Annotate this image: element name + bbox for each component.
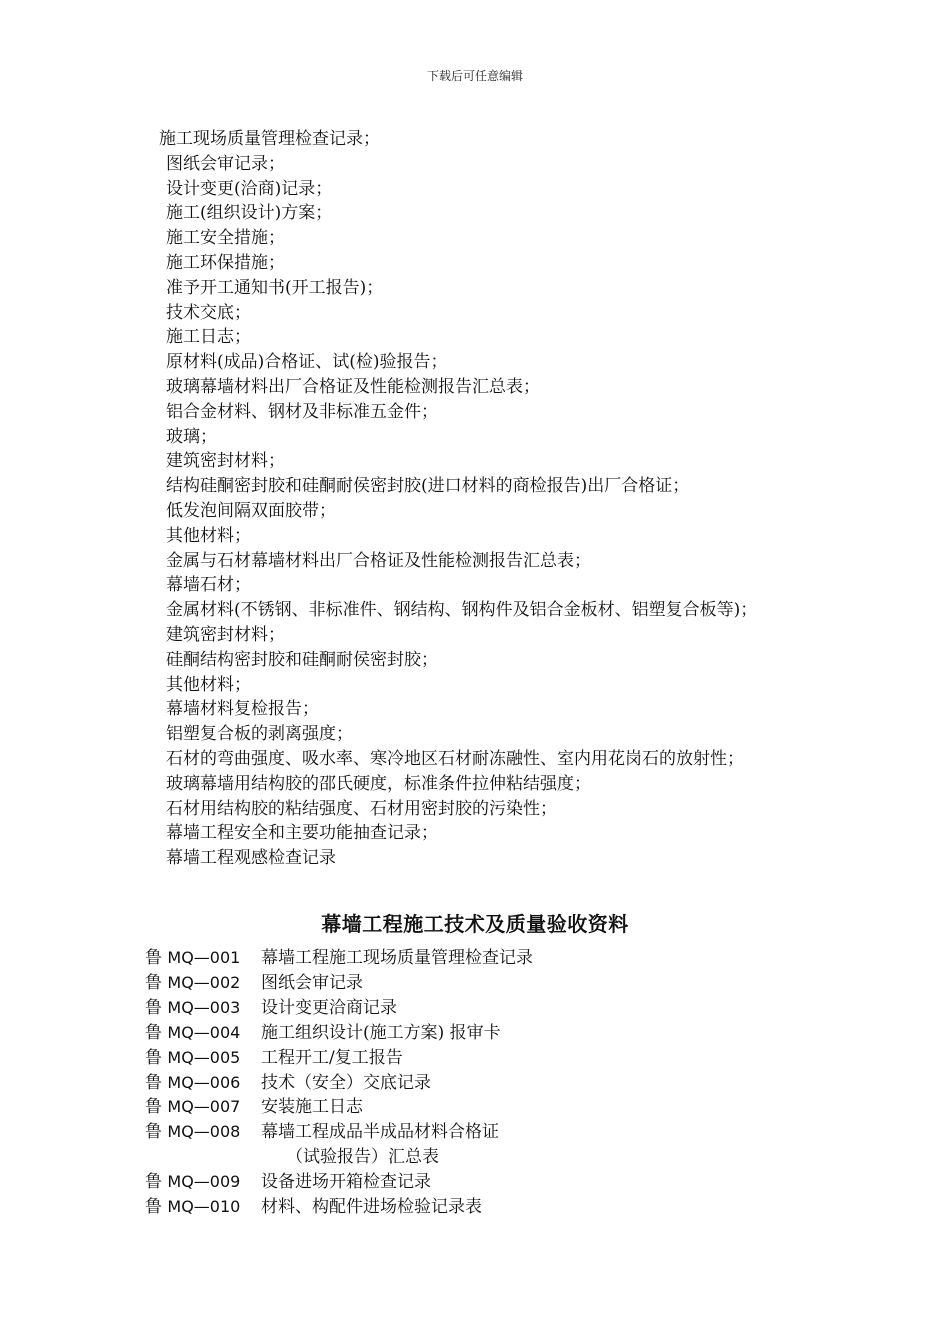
- form-code: 鲁 MQ—005: [145, 1047, 241, 1068]
- form-code: 鲁 MQ—002: [145, 972, 241, 993]
- form-title: 工程开工/复工报告: [261, 1047, 403, 1068]
- code-row: [145, 1120, 825, 1145]
- list-item: 金属材料(不锈钢、非标准件、钢结构、钢构件及铝合金板材、铝塑复合板等)；: [166, 600, 758, 621]
- list-item: 结构硅酮密封胶和硅酮耐侯密封胶(进口材料的商检报告)出厂合格证；: [166, 476, 690, 497]
- form-title: 施工组织设计(施工方案) 报审卡: [261, 1022, 501, 1043]
- form-title: 幕墙工程施工现场质量管理检查记录: [261, 948, 533, 968]
- page-header: 下载后可任意编辑: [426, 69, 523, 83]
- list-item: 低发泡间隔双面胶带；: [166, 500, 336, 521]
- code-row: [145, 996, 825, 1021]
- list-item: 其他材料；: [166, 525, 251, 546]
- code-row: [145, 1021, 825, 1046]
- list-item: 技术交底；: [166, 302, 251, 323]
- list-item: 幕墙工程观感检查记录: [166, 848, 336, 869]
- form-title: 幕墙工程成品半成品材料合格证: [261, 1122, 499, 1143]
- form-code: 鲁 MQ—009: [145, 1172, 241, 1193]
- form-title: 材料、构配件进场检验记录表: [261, 1197, 482, 1218]
- list-item: 施工现场质量管理检查记录；: [159, 129, 380, 149]
- list-item: 其他材料；: [166, 674, 251, 695]
- list-item: 施工环保措施；: [166, 252, 285, 273]
- form-title: 技术（安全）交底记录: [261, 1072, 431, 1093]
- list-item: 幕墙材料复检报告；: [166, 699, 319, 720]
- list-item: 铝合金材料、钢材及非标准五金件；: [166, 401, 438, 422]
- list-item: 原材料(成品)合格证、试(检)验报告；: [166, 352, 448, 373]
- form-code: 鲁 MQ—008: [145, 1122, 241, 1143]
- form-code: 鲁 MQ—006: [145, 1072, 241, 1093]
- list-item: 幕墙石材；: [166, 575, 251, 596]
- code-row: [145, 971, 825, 996]
- list-item: 设计变更(洽商)记录；: [166, 178, 333, 199]
- code-row: [145, 946, 825, 971]
- list-item: 石材的弯曲强度、吸水率、寒冷地区石材耐冻融性、室内用花岗石的放射性；: [166, 748, 744, 769]
- list-item: 玻璃；: [166, 426, 217, 447]
- code-row: [145, 1071, 825, 1096]
- list-item: 玻璃幕墙用结构胶的邵氏硬度，标准条件拉伸粘结强度；: [166, 773, 591, 794]
- list-item: 施工(组织设计)方案；: [166, 203, 333, 224]
- form-title: 图纸会审记录: [261, 972, 363, 993]
- form-title: 设计变更洽商记录: [261, 997, 397, 1018]
- list-item: 施工安全措施；: [166, 228, 285, 249]
- list-item: 石材用结构胶的粘结强度、石材用密封胶的污染性；: [166, 798, 557, 819]
- form-title: 安装施工日志: [261, 1097, 363, 1118]
- list-item: 施工日志；: [166, 327, 251, 348]
- list-item: 硅酮结构密封胶和硅酮耐侯密封胶；: [166, 649, 438, 670]
- code-row: [145, 1195, 825, 1220]
- list-item: 建筑密封材料；: [166, 451, 285, 472]
- section-title: 幕墙工程施工技术及质量验收资料: [321, 912, 629, 936]
- form-code: 鲁 MQ—007: [145, 1097, 241, 1118]
- form-code: 鲁 MQ—010: [145, 1197, 241, 1218]
- form-code: 鲁 MQ—001: [145, 948, 241, 968]
- list-item: 建筑密封材料；: [166, 624, 285, 645]
- code-row: [145, 1095, 825, 1120]
- form-code-list: [145, 946, 825, 1220]
- list-item: 金属与石材幕墙材料出厂合格证及性能检测报告汇总表；: [166, 550, 591, 571]
- form-title: 设备进场开箱检查记录: [261, 1172, 431, 1193]
- code-row: [145, 1046, 825, 1071]
- list-item: 图纸会审记录；: [166, 153, 285, 174]
- form-title-continuation: （试验报告）汇总表: [286, 1147, 439, 1168]
- form-code: 鲁 MQ—004: [145, 1022, 241, 1043]
- code-row: [145, 1170, 825, 1195]
- list-item: 准予开工通知书(开工报告)；: [166, 277, 384, 298]
- list-item: 玻璃幕墙材料出厂合格证及性能检测报告汇总表；: [166, 376, 540, 397]
- form-code: 鲁 MQ—003: [145, 997, 241, 1018]
- list-item: 幕墙工程安全和主要功能抽查记录；: [166, 823, 438, 844]
- list-item: 铝塑复合板的剥离强度；: [166, 724, 353, 745]
- item-list: [145, 127, 825, 871]
